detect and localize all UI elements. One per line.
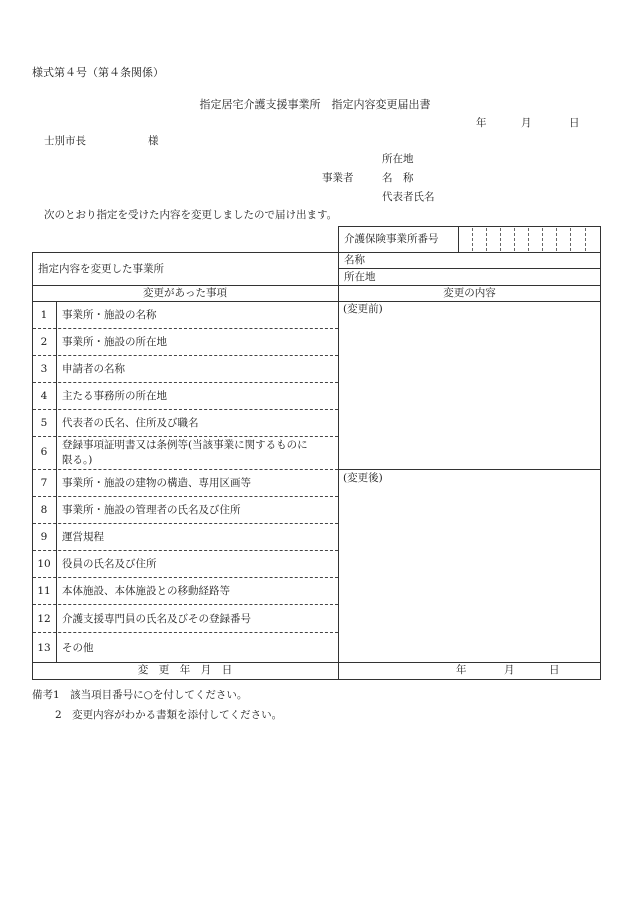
digit-box-divider <box>514 228 515 251</box>
item-text: 事業所・施設の管理者の氏名及び住所 <box>62 504 241 516</box>
row-divider <box>33 409 338 410</box>
digit-box-divider <box>556 228 557 251</box>
table-line <box>32 301 601 302</box>
items-header: 変更があった事項 <box>143 287 227 299</box>
item-text: 事業所・施設の所在地 <box>62 336 167 348</box>
intro-text: 次のとおり指定を受けた内容を変更しましたので届け出ます。 <box>44 209 338 221</box>
item-text: 本体施設、本体施設との移動経路等 <box>62 585 230 597</box>
address-label: 所在地 <box>382 153 414 165</box>
row-divider <box>33 436 338 437</box>
row-divider <box>33 577 338 578</box>
item-text: 事業所・施設の建物の構造、専用区画等 <box>62 477 251 489</box>
item-text: その他 <box>62 642 94 654</box>
row-divider <box>33 550 338 551</box>
item-text: 役員の氏名及び住所 <box>62 558 157 570</box>
item-number: 4 <box>40 390 48 402</box>
business-label: 事業者 <box>322 172 354 184</box>
item-number: 8 <box>40 504 48 516</box>
digit-box-divider <box>542 228 543 251</box>
item-number: 6 <box>40 446 48 458</box>
date-day: 日 <box>569 117 580 129</box>
item-text: 運営規程 <box>62 531 104 543</box>
table-line <box>338 226 601 227</box>
row-divider <box>33 604 338 605</box>
item-number: 1 <box>40 309 48 321</box>
digit-box-divider <box>570 228 571 251</box>
remarks-line-1: 備考1 該当項目番号に○を付してください。 <box>32 689 248 701</box>
after-label: (変更後) <box>343 472 383 484</box>
item-number: 10 <box>37 558 51 570</box>
item-number: 5 <box>40 417 48 429</box>
item-text: 代表者の氏名、住所及び職名 <box>62 417 199 429</box>
item-number: 3 <box>40 363 48 375</box>
change-date-year: 年 <box>456 664 467 676</box>
digit-box-divider <box>500 228 501 251</box>
change-date-month: 月 <box>504 664 515 676</box>
row-divider <box>33 328 338 329</box>
item-text: 事業所・施設の名称 <box>62 309 157 321</box>
date-month: 月 <box>521 117 532 129</box>
digit-box-divider <box>528 228 529 251</box>
table-line <box>338 469 601 470</box>
form-number: 様式第４号（第４条関係） <box>32 66 164 79</box>
row-divider <box>33 355 338 356</box>
row-divider <box>33 496 338 497</box>
change-date-day: 日 <box>549 664 560 676</box>
item-number: 7 <box>40 477 48 489</box>
table-line <box>458 226 459 252</box>
item-text: 登録事項証明書又は条例等(当該事業に関するものに <box>62 439 308 451</box>
item-number: 11 <box>37 585 51 597</box>
item-text: 介護支援専門員の氏名及びその登録番号 <box>62 613 251 625</box>
row-divider <box>33 469 338 470</box>
office-name-label: 名称 <box>344 254 365 266</box>
table-line <box>32 285 601 286</box>
changed-office-label: 指定内容を変更した事業所 <box>38 263 164 275</box>
document-title: 指定居宅介護支援事業所 指定内容変更届出書 <box>199 98 431 111</box>
table-line <box>338 268 601 269</box>
item-number: 12 <box>37 613 51 625</box>
item-text: 主たる事務所の所在地 <box>62 390 167 402</box>
item-text-continued: 限る。) <box>62 454 93 466</box>
remarks-line-2: 2 変更内容がわかる書類を添付してください。 <box>55 709 283 721</box>
digit-box-divider <box>486 228 487 251</box>
digit-box-divider <box>472 228 473 251</box>
date-year: 年 <box>476 117 487 129</box>
content-header: 変更の内容 <box>443 287 496 299</box>
insurance-number-label: 介護保険事業所番号 <box>344 233 439 245</box>
honorific: 様 <box>148 135 159 147</box>
before-label: (変更前) <box>343 303 383 315</box>
item-text: 申請者の名称 <box>62 363 125 375</box>
addressee: 士別市長 <box>44 135 86 147</box>
table-line <box>32 662 601 663</box>
row-divider <box>33 632 338 633</box>
item-number: 13 <box>37 642 51 654</box>
change-date-label: 変 更 年 月 日 <box>137 664 233 676</box>
table-line <box>32 679 601 680</box>
row-divider <box>33 523 338 524</box>
office-address-label: 所在地 <box>344 271 376 283</box>
name-label: 名 称 <box>382 172 414 184</box>
representative-label: 代表者氏名 <box>382 191 435 203</box>
table-line <box>32 252 601 253</box>
digit-box-divider <box>585 228 586 251</box>
item-number: 2 <box>40 336 48 348</box>
row-divider <box>33 382 338 383</box>
item-number: 9 <box>40 531 48 543</box>
